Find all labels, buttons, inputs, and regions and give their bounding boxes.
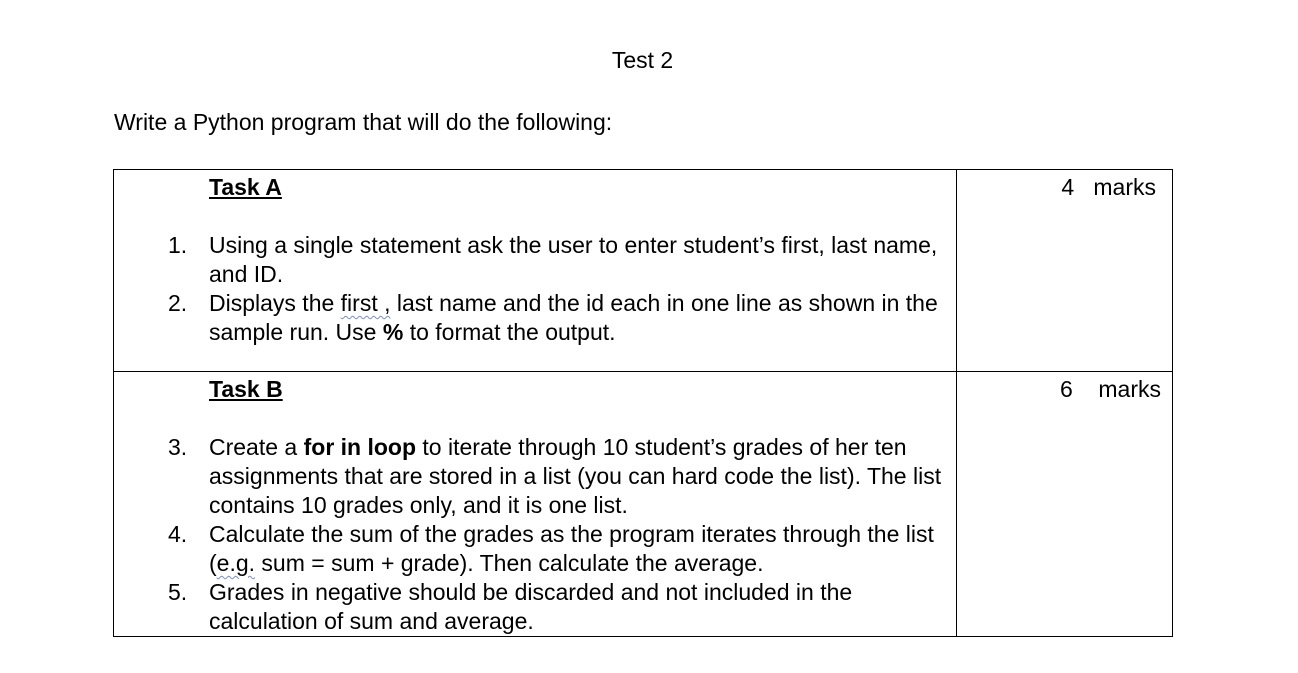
item-text-start: Displays the <box>209 290 341 316</box>
item-text-middle: last name and the id each in one line as shown in the sample run. Use <box>209 290 938 345</box>
task-a-marks: 4 marks <box>1061 174 1156 200</box>
list-item <box>114 578 956 636</box>
item-text: Grades in negative should be discarded and not included in the calculation of sum and average. <box>209 579 853 634</box>
task-b-cell <box>114 372 957 637</box>
item-number: 2. <box>168 290 188 316</box>
item-text-end: to iterate through 10 student’s grades of her ten assignments that are stored in a list (you can hard code the list). The list contains 10 grades only, and it is one list. <box>209 434 942 518</box>
item-text-end: sum = sum + grade). Then calculate the average. <box>255 550 764 576</box>
list-item <box>114 433 956 520</box>
task-b-heading: Task B <box>209 376 283 402</box>
task-a-cell <box>114 170 957 372</box>
intro-text: Write a Python program that will do the following: <box>114 109 613 135</box>
item-text-start: Calculate the sum of the grades as the program iterates through the list ( <box>209 521 934 576</box>
spellcheck-flagged-text: e.g. <box>216 550 256 576</box>
item-text: Using a single statement ask the user to enter student’s first, last name, and ID. <box>209 232 938 287</box>
task-table <box>113 169 1173 637</box>
item-text-start: Create a <box>209 434 304 460</box>
spellcheck-flagged-text: first , <box>340 290 391 316</box>
task-b-list <box>114 433 956 636</box>
item-number: 5. <box>168 579 188 605</box>
list-item <box>114 520 956 578</box>
document-title: Test 2 <box>611 47 674 73</box>
item-text-end: to format the output. <box>403 319 616 345</box>
task-row-a <box>114 170 1173 372</box>
task-b-marks: 6 marks <box>1060 376 1161 402</box>
item-number: 3. <box>168 434 188 460</box>
task-a-marks-cell <box>957 170 1173 372</box>
item-bold-text: for in loop <box>303 434 417 460</box>
task-b-marks-cell <box>957 372 1173 637</box>
item-number: 4. <box>168 521 188 547</box>
task-a-list <box>114 231 956 347</box>
list-item <box>114 289 956 347</box>
task-row-b <box>114 372 1173 637</box>
item-bold-text: % <box>382 319 404 345</box>
task-a-heading: Task A <box>209 174 282 200</box>
item-number: 1. <box>168 232 188 258</box>
list-item <box>114 231 956 289</box>
